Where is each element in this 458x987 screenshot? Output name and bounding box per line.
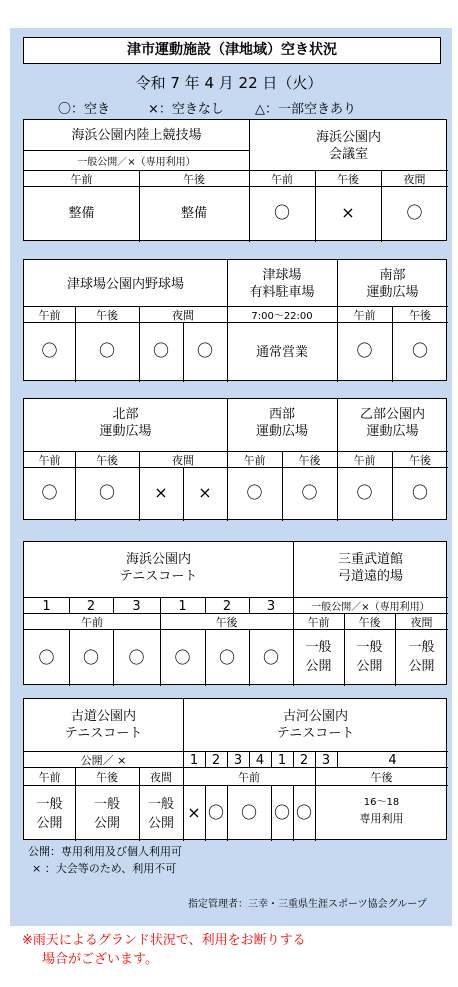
s4-value-5: 〇 (218, 648, 235, 667)
s4-court-4: 1 (178, 599, 187, 614)
section-3-table (23, 398, 447, 520)
s1-value-5: 〇 (406, 203, 423, 222)
s4-value2-2-l1: 一般 (356, 640, 383, 655)
note-cross: × ：大会等のため、利用不可 (32, 862, 177, 875)
s5-court-2: 2 (211, 753, 221, 768)
s5-value2-4: 〇 (273, 803, 290, 822)
s5-court-4: 4 (255, 753, 265, 768)
s5-value2-1: × (187, 803, 201, 822)
s4-value2-1-l1: 一般 (305, 640, 332, 655)
s4-sub-label: 一般公開／×（専用利用） (311, 602, 430, 613)
s5-court-7: 3 (321, 753, 331, 768)
s3-value-2: 〇 (98, 483, 115, 502)
s1-value-1: 整備 (68, 206, 95, 221)
s4-court-6: 3 (266, 599, 276, 614)
s3-header-7: 午後 (409, 454, 431, 467)
s4-value-3: 〇 (128, 648, 145, 667)
s3-value-8: 〇 (411, 483, 428, 502)
s2-value-5: 通常営業 (255, 345, 308, 360)
s4-value2-2-l2: 公開 (356, 659, 383, 674)
s4-header-1: 午前 (81, 616, 103, 629)
s3-value-6: 〇 (301, 483, 318, 502)
s2-facility1-name: 津球場公園内野球場 (66, 277, 184, 292)
date-label: 令和 7 年 4 月 22 日（火） (135, 74, 323, 92)
s5-value2-2: 〇 (207, 803, 224, 822)
page-title: 津市運動施設（津地域）空き状況 (127, 42, 337, 58)
s2-header-5: 午前 (353, 309, 376, 322)
s5-header-2: 午後 (96, 771, 118, 784)
s4-facility1-name-l2: テニスコート (119, 569, 198, 584)
s1-header-5: 夜間 (403, 173, 426, 186)
s5-value2-5: 〇 (295, 803, 312, 822)
s1-value-3: 〇 (273, 203, 290, 222)
s3-value-1: 〇 (41, 483, 58, 502)
s4-header-3: 午前 (307, 616, 330, 629)
s3-value-5: 〇 (246, 483, 263, 502)
s2-facility2-name-l1: 津球場 (262, 268, 302, 283)
s1-facility1-name: 海浜公園内陸上競技場 (71, 128, 202, 143)
s3-header-5: 午後 (298, 454, 321, 467)
s4-header-2: 午後 (215, 616, 238, 629)
s5-court-1: 1 (189, 753, 199, 768)
s3-value-4: × (198, 483, 212, 502)
s1-header-3: 午前 (271, 173, 293, 186)
s5-value1-2-l1: 一般 (93, 797, 120, 812)
s1-facility2-name-l1: 海浜公園内 (315, 130, 381, 145)
s2-facility3-name-l2: 運動広場 (366, 285, 419, 300)
s5-facility1-sub: 公開／ × (80, 754, 127, 767)
note-open: 公開：専用利用及び個人利用可 (28, 845, 182, 858)
s3-header-4: 午前 (243, 454, 266, 467)
s1-header-1: 午前 (70, 173, 93, 186)
s5-header-4: 午前 (238, 771, 260, 784)
s4-facility2-name-l1: 三重武道館 (337, 552, 403, 567)
s4-header-5: 夜間 (410, 616, 433, 629)
s3-header-3: 夜間 (172, 454, 194, 467)
s1-value-2: 整備 (180, 206, 207, 221)
s2-value-1: 〇 (41, 341, 58, 360)
s4-value-6: 〇 (262, 648, 279, 667)
title-box (23, 37, 441, 64)
s2-header-4: 7:00～22:00 (251, 311, 313, 322)
s4-court-3: 3 (132, 599, 141, 614)
section-2-table (23, 259, 447, 381)
s3-value-7: 〇 (356, 483, 373, 502)
s5-facility1-name-l1: 古道公園内 (70, 709, 136, 724)
s5-value1-2-l2: 公開 (93, 816, 120, 831)
s1-header-2: 午後 (183, 173, 205, 186)
s2-facility3-name-l1: 南部 (379, 268, 406, 283)
s3-value-3: × (154, 483, 168, 502)
s3-facility3-name-l2: 運動広場 (366, 424, 419, 439)
s4-value-2: 〇 (82, 648, 99, 667)
s1-facility2-name-l2: 会議室 (328, 147, 368, 162)
section-5-table (23, 698, 447, 840)
s3-header-6: 午前 (353, 454, 376, 467)
s1-value-4: × (341, 203, 355, 222)
s1-header-4: 午後 (337, 173, 359, 186)
legend-full: ×：空きなし (148, 102, 224, 117)
s2-value-6: 〇 (356, 341, 373, 360)
s4-value-1: 〇 (38, 648, 55, 667)
s4-court-2: 2 (86, 599, 96, 614)
s5-value1-1-l2: 公開 (36, 816, 63, 831)
s4-court-5: 2 (222, 599, 232, 614)
s5-court-6: 2 (299, 753, 309, 768)
s5-facility2-name-l2: テニスコート (276, 726, 355, 741)
s3-facility1-name-l2: 運動広場 (99, 424, 152, 439)
s4-value2-1-l2: 公開 (305, 659, 332, 674)
s4-court-1: 1 (42, 599, 51, 614)
s5-header-3: 夜間 (150, 771, 172, 784)
s5-value1-3-l1: 一般 (147, 797, 174, 812)
section-1-table (23, 119, 447, 241)
s5-header-5: 午後 (370, 771, 393, 784)
s4-header-4: 午後 (358, 616, 381, 629)
s3-facility3-name-l1: 乙部公園内 (359, 407, 425, 422)
s5-special-l2: 専用利用 (359, 812, 404, 825)
s5-court-5: 1 (277, 753, 287, 768)
s5-value1-3-l2: 公開 (147, 816, 174, 831)
s2-header-3: 夜間 (172, 309, 194, 322)
s2-header-2: 午後 (96, 309, 118, 322)
s2-value-7: 〇 (411, 341, 428, 360)
s4-value2-3-l1: 一般 (408, 640, 435, 655)
s5-facility2-name-l1: 古河公園内 (282, 709, 348, 724)
s4-value-4: 〇 (174, 648, 191, 667)
s4-facility1-name-l1: 海浜公園内 (125, 552, 191, 567)
s4-facility2-name-l2: 弓道遠的場 (337, 569, 403, 584)
legend-open: 〇：空き (58, 102, 111, 117)
s5-court-3: 3 (233, 753, 243, 768)
s1-facility1-sub: 一般公開／×（専用利用） (77, 157, 196, 168)
section-4-table (23, 541, 447, 685)
s2-header-1: 午前 (38, 309, 61, 322)
s2-value-4: 〇 (196, 341, 213, 360)
s3-facility1-name-l1: 北部 (112, 407, 139, 422)
s2-value-3: 〇 (152, 341, 169, 360)
s3-facility2-name-l2: 運動広場 (255, 424, 308, 439)
s3-header-2: 午後 (96, 454, 118, 467)
legend-partial: △：一部空きあり (255, 102, 356, 117)
s3-header-1: 午前 (38, 454, 61, 467)
s5-value1-1-l1: 一般 (36, 797, 63, 812)
s4-value2-3-l2: 公開 (408, 659, 435, 674)
s2-value-2: 〇 (98, 341, 115, 360)
s5-special-l1: 16～18 (363, 797, 400, 808)
s3-facility2-name-l1: 西部 (268, 407, 295, 422)
s2-header-6: 午後 (409, 309, 431, 322)
s5-value2-3: 〇 (240, 803, 257, 822)
s2-facility2-name-l2: 有料駐車場 (249, 285, 315, 300)
warning-line-1: ※雨天によるグランド状況で、利用をお断りする (22, 933, 306, 948)
s5-facility1-name-l2: テニスコート (64, 726, 143, 741)
manager-label: 指定管理者：三幸・三重県生涯スポーツ協会グループ (188, 899, 427, 910)
s5-header-1: 午前 (38, 771, 61, 784)
s5-court-8: 4 (388, 753, 397, 768)
warning-line-2: 場合がございます。 (42, 952, 158, 967)
